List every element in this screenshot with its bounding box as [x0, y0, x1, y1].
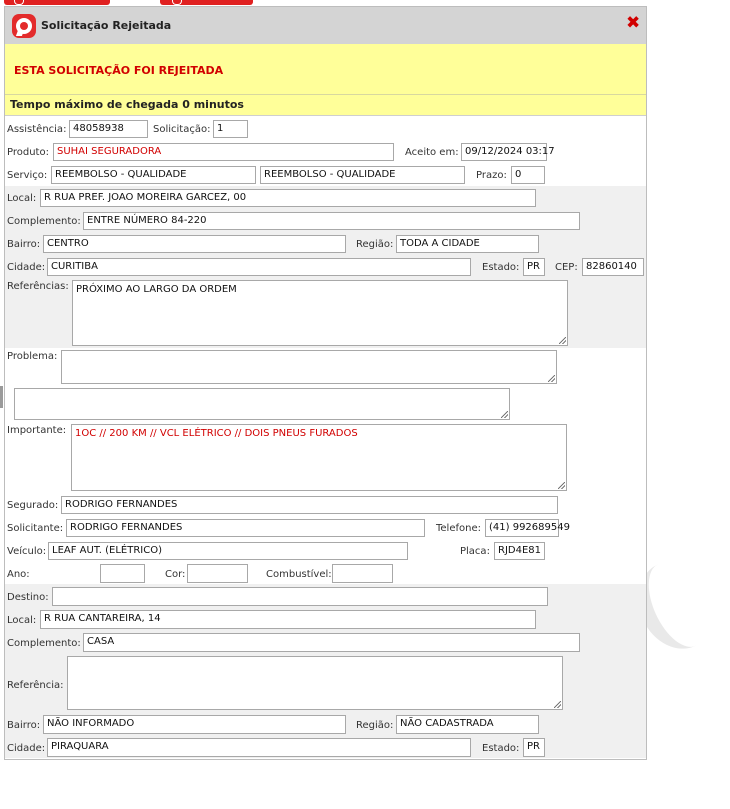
cep-field[interactable]: 82860140 [582, 258, 644, 276]
bairro-label: Bairro: [7, 239, 41, 250]
dest-complemento-field[interactable]: CASA [83, 633, 580, 652]
dialog-title: Solicitação Rejeitada [41, 19, 172, 32]
problema-extra-textarea[interactable] [14, 388, 510, 420]
solicitante-label: Solicitante: [7, 523, 64, 534]
dest-referencia-label: Referência: [7, 680, 64, 691]
cidade-label: Cidade: [7, 262, 46, 273]
bairro-field[interactable]: CENTRO [43, 235, 346, 253]
referencias-textarea[interactable] [72, 280, 568, 346]
aceito-em-label: Aceito em: [405, 147, 459, 158]
dest-cidade-label: Cidade: [7, 743, 46, 754]
solicitacao-field[interactable]: 1 [213, 120, 248, 138]
dest-cidade-field[interactable]: PIRAQUARA [47, 738, 471, 757]
problema-label: Problema: [7, 351, 58, 362]
placa-label: Placa: [460, 546, 490, 557]
referencias-text: PRÓXIMO AO LARGO DA ORDEM [76, 284, 237, 295]
resize-grip-icon[interactable] [554, 701, 561, 708]
dest-complemento-label: Complemento: [7, 638, 81, 649]
problema-textarea[interactable] [61, 350, 557, 384]
dest-bairro-label: Bairro: [7, 720, 41, 731]
background-scroll-mark [0, 386, 3, 408]
servico-field[interactable]: REEMBOLSO - QUALIDADE [51, 166, 256, 184]
veiculo-field[interactable]: LEAF AUT. (ELÉTRICO) [48, 542, 408, 560]
solicitacao-label: Solicitação: [153, 124, 211, 135]
resize-grip-icon[interactable] [548, 375, 555, 382]
telefone-label: Telefone: [436, 523, 481, 534]
cor-label: Cor: [165, 569, 186, 580]
complemento-field[interactable]: ENTRE NÚMERO 84-220 [83, 212, 580, 230]
dest-local-label: Local: [7, 615, 37, 626]
arrival-time-text: Tempo máximo de chegada 0 minutos [10, 98, 244, 111]
resize-grip-icon[interactable] [558, 482, 565, 489]
estado-label: Estado: [482, 262, 520, 273]
solicitante-field[interactable]: RODRIGO FERNANDES [66, 519, 425, 537]
regiao-label: Região: [356, 239, 394, 250]
combustivel-label: Combustível: [266, 569, 332, 580]
prazo-label: Prazo: [476, 170, 507, 181]
resize-grip-icon[interactable] [559, 337, 566, 344]
dest-referencia-textarea[interactable] [67, 656, 563, 710]
rejection-banner-text: ESTA SOLICITAÇÃO FOI REJEITADA [14, 64, 224, 77]
dest-regiao-field[interactable]: NÃO CADASTRADA [396, 715, 539, 734]
aceito-em-field[interactable]: 09/12/2024 03:17 [461, 143, 547, 161]
close-icon[interactable]: ✖ [626, 13, 641, 33]
destino-field[interactable] [52, 587, 548, 606]
produto-label: Produto: [7, 147, 49, 158]
cep-label: CEP: [555, 262, 578, 273]
dest-estado-label: Estado: [482, 743, 520, 754]
cidade-field[interactable]: CURITIBA [47, 258, 471, 276]
segurado-label: Segurado: [7, 500, 59, 511]
importante-label: Importante: [7, 425, 67, 436]
ano-field[interactable] [100, 564, 145, 583]
local-label: Local: [7, 193, 37, 204]
local-field[interactable]: R RUA PREF. JOAO MOREIRA GARCEZ, 00 [40, 189, 536, 207]
importante-textarea[interactable] [71, 424, 567, 491]
combustivel-field[interactable] [332, 564, 393, 583]
regiao-field[interactable]: TODA A CIDADE [396, 235, 539, 253]
segurado-field[interactable]: RODRIGO FERNANDES [61, 496, 558, 514]
destino-label: Destino: [7, 592, 49, 603]
referencias-label: Referências: [7, 281, 69, 292]
importante-text: 1OC // 200 KM // VCL ELÉTRICO // DOIS PNEUS FURADOS [75, 428, 358, 439]
prazo-field[interactable]: 0 [511, 166, 545, 184]
produto-field[interactable]: SUHAI SEGURADORA [53, 143, 394, 161]
dest-estado-field[interactable]: PR [523, 738, 545, 757]
servico-label: Serviço: [7, 170, 48, 181]
assistencia-label: Assistência: [7, 124, 67, 135]
ano-label: Ano: [7, 569, 30, 580]
dest-local-field[interactable]: R RUA CANTAREIRA, 14 [40, 610, 536, 629]
complemento-label: Complemento: [7, 216, 81, 227]
cor-field[interactable] [187, 564, 248, 583]
dest-bairro-field[interactable]: NÃO INFORMADO [43, 715, 346, 734]
assistencia-field[interactable]: 48058938 [69, 120, 148, 138]
telefone-field[interactable]: (41) 992689549 [485, 519, 559, 537]
servico-subtype-field[interactable]: REEMBOLSO - QUALIDADE [260, 166, 465, 184]
dest-regiao-label: Região: [356, 720, 394, 731]
resize-grip-icon[interactable] [501, 411, 508, 418]
placa-field[interactable]: RJD4E81 [494, 542, 545, 560]
phone-bubble-icon [12, 14, 36, 38]
veiculo-label: Veículo: [7, 546, 47, 557]
estado-field[interactable]: PR [523, 258, 545, 276]
